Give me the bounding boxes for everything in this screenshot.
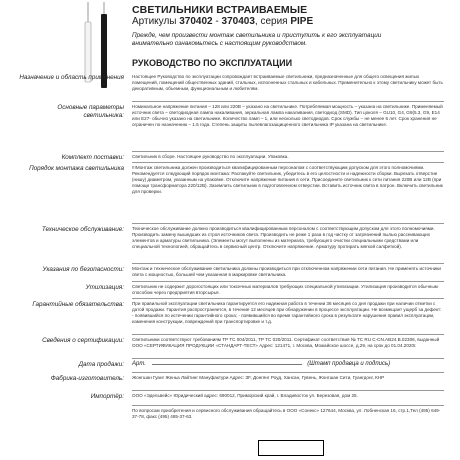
manual-title: РУКОВОДСТВО ПО ЭКСПЛУАТАЦИИ xyxy=(132,58,293,68)
section-text: Светильник в сборе. Настоящее руководство по эксплуатации. Упаковка. xyxy=(132,154,289,159)
safety-warning: Прежде, чем произвести монтаж светильника и приступить к его эксплуатации внимательно ознакомьтесь с настоящим руководством. xyxy=(132,32,382,47)
section-text: Монтаж и техническое обслуживание светильника должны производиться при отключенном напряжении сети питания. Не применять источники света с мощностью, большей чем указанная в маркировке светильника. xyxy=(132,266,441,278)
section-label: Порядок монтажа светильника xyxy=(29,165,124,172)
divider xyxy=(132,223,444,224)
divider xyxy=(132,162,444,163)
section-label: Импортёр: xyxy=(90,393,124,400)
divider xyxy=(132,281,444,282)
stamp-box xyxy=(258,440,324,456)
section-text: Светильник не содержит дорогостоящих или токсичных материалов требующих специальной утилизации. Утилизация производится обычным способом через предприятия вторсырья. xyxy=(132,284,438,296)
divider xyxy=(132,151,444,152)
divider xyxy=(132,334,444,335)
section-label: Основные параметры светильника: xyxy=(57,104,124,119)
divider xyxy=(132,263,444,264)
section-text: Техническое обслуживание должно производиться квалифицированным персоналом с соответствующим допуском для этого полномочиями. Производить замену вышедших из строя источников света. Производить не реже 1 раза в год чистку от загрязнений пылью рассеивающих элементов и арматуры светильника. (Элементы могут выполнены из материала, требующего очистки специальными средствами или специальной технологией, обращайтесь в сервисный центр. Отключите напряжение. Арматуру протирать мягкой салфеткой). xyxy=(132,226,435,250)
section-text: Настоящее Руководство по эксплуатации сопровождает встраиваемые светильники, предназначенные для общего освещения жилых помещений, помещений общественных зданий, стальных, исполненных стальных и кабельных. Применительно к этому светильнику может быть декоративным, объемным, функциональным и любителям. xyxy=(132,74,443,92)
section-text: ООО «Эдельвейс» Юридический адрес: 690012, Приморский край, г. Владивосток ул. Березовая, дом 25. xyxy=(132,393,358,398)
divider xyxy=(132,405,444,406)
section-text: При правильной эксплуатации светильника гарантируется его надежная работа в течении 36 месяцев со дня продажи при наличии отметки с датой продажи. Гарантия распространяется, в течение 12 месяцев при обнаружении в процессе эксплуатации. Не возмещает ущерб за дефект: - появившийся по истечении гарантийного срока; - появившийся во время гарантийного срока в результате нарушения правил эксплуатации, изменения конструкции, повреждений при транспортировке и т.д. xyxy=(132,301,442,325)
articles-line: Артикулы 370402 - 370403, серия PIPE xyxy=(132,16,314,27)
divider xyxy=(132,390,444,391)
section-text: !!!Монтаж светильника должен производиться квалифицированным персоналом с соответствующим допуском для этого полномочиями. Рекомендуется следующий порядок монтажа: Распакуйте светильник, убедитесь в его целостности и надежности сборки. Вырезать отверстие (нишу) диаметром, указанным на упаковке. Отключите напряжение питания в сети. Присоедините светильник к сети питания 220В или 12В (при помощи трансформатора 220/12В). Заземлить светильник в подготовленном отверстии. Вставить источник света в патрон. Включить светильник для проверки. xyxy=(132,165,443,195)
section-label: Сведения о сертификации: xyxy=(42,337,124,344)
section-text: Жонгшан Гуанг Женьа Лайтинг Мануфактури Адрес: ЗF, Донгянг Роуд, Хансан, Гувень, Жонгшан Сити, Гуангдонг, КНР xyxy=(132,375,385,380)
divider xyxy=(132,101,444,102)
section-label: Гарантийные обязательства: xyxy=(32,301,124,308)
section-text: Номинальное напряжение питания – 128 или 220В – указано на светильнике. Потребляемая мощность – указана на светильнике. Применяемый источник света – светодиодная лампа накаливания, зеркальная лампа накаливания, светодиод (SMD). Тип цоколя – GU10, G4, G9(5.3, G9, E14 или E27- обычно указано на светильнике. Количество ламп – 1, или несколько светодиодов. Срок службы – не менее 6 лет. Срок хранения не ограничен по назначению – 1.5 года. Степень защиты пылевлагозащищенного светильника IP указана на светильнике. xyxy=(132,104,443,128)
document-title: СВЕТИЛЬНИКИ ВСТРАИВАЕМЫЕ xyxy=(132,4,308,16)
section-text: Светильники соответствуют требованиям ТР ТС 004/2011, ТР ТС 020/2011. Сертификат соответствия № ТС RU C-CN.AB24.В.02306, выданный ООО «СЕРТИФИКАЦИЯ ПРОДУКЦИИ «СТАНДАРТ-ТЕСТ» Адрес: 121471, г. Москва, Можайское шоссе, д.29, на срок до 01.04.2020г. xyxy=(132,337,440,349)
divider xyxy=(132,372,444,373)
section-label: Дата продажи: xyxy=(78,361,124,368)
section-label: Техническое обслуживание: xyxy=(41,226,124,233)
stamp-line: Арт. (Штамп продавца и подпись) xyxy=(132,361,391,367)
divider xyxy=(132,298,444,299)
section-text: По вопросам приобретения и сервисного обслуживания обращайтесь в ООО «Сонекс» 127644, Москва, ул. Лобненская 16, стр.1,Тел (495) 649-37-78, факс (495) 485-37-63. xyxy=(132,408,441,420)
divider xyxy=(132,358,444,359)
section-label: Указания по безопасности: xyxy=(42,266,124,273)
section-label: Назначение и область применения xyxy=(19,74,124,81)
section-label: Утилизация: xyxy=(85,284,124,291)
section-label: Комплект поставки: xyxy=(61,154,124,161)
section-label: Фабрика-изготовитель: xyxy=(50,375,124,382)
